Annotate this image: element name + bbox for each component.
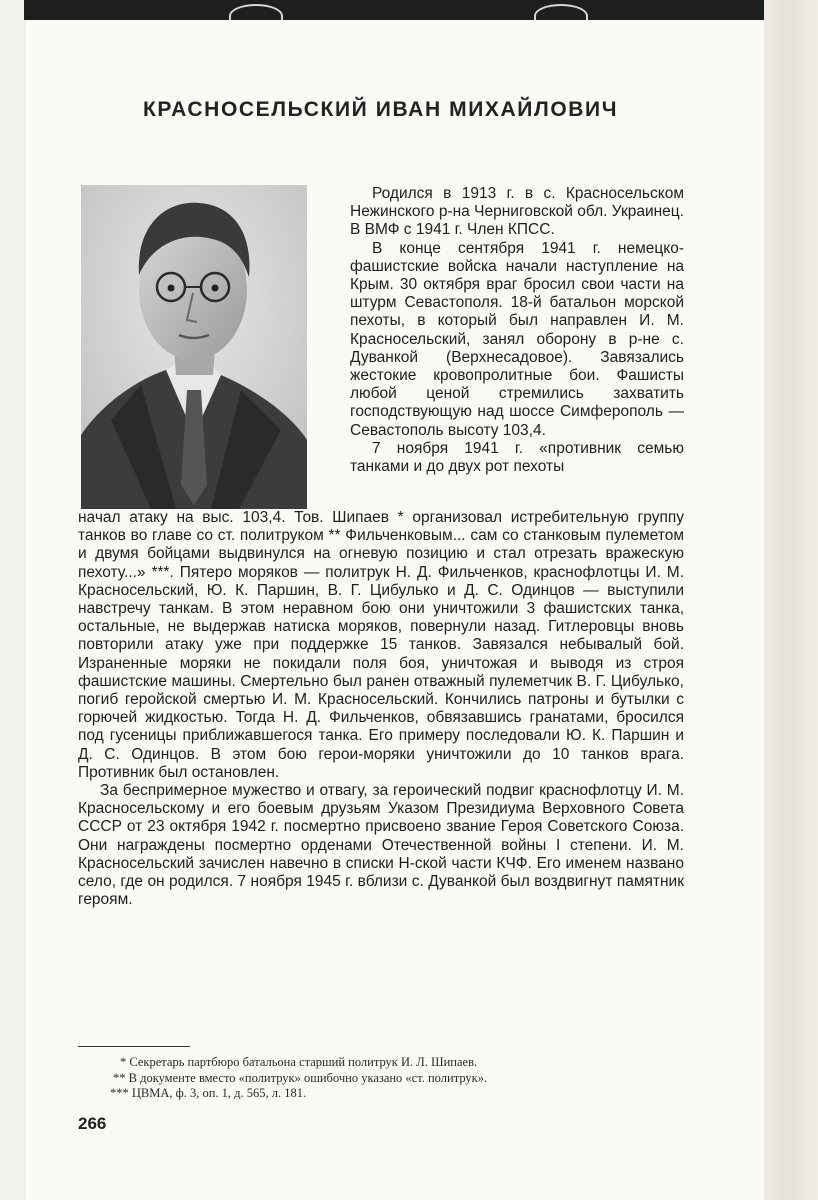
page-title: КРАСНОСЕЛЬСКИЙ ИВАН МИХАЙЛОВИЧ	[143, 98, 619, 121]
main-text	[78, 509, 684, 909]
footnote-divider	[78, 1046, 190, 1047]
footnote-3: *** ЦВМА, ф. 3, оп. 1, д. 565, л. 181.	[110, 1086, 307, 1100]
paragraph-birth: Родился в 1913 г. в с. Красносельском Нежинского р-на Черниговской обл. Украинец. В ВМФ с 1941 г. Член КПСС.	[350, 185, 684, 239]
intro-column	[350, 185, 684, 476]
portrait-photo	[81, 185, 307, 509]
top-dark-strip	[24, 0, 764, 20]
paragraph-crimea: В конце сентября 1941 г. немецко-фашистские войска начали наступление на Крым. 30 октября враг бросил свои части на штурм Севастополя. 18-й батальон морской пехоты, в который был направлен И. М. Красносельский, занял оборону в р-не с. Дуванкой (Верхнесадовое). Завязались жестокие кровопролитные бои. Фашисты любой ценой стремились захватить господствующую над шоссе Симферополь — Севастополь высоту 103,4.	[350, 239, 684, 439]
paragraph-battle-start: 7 ноября 1941 г. «противник семью танками и до двух рот пехоты	[350, 439, 684, 476]
paragraph-award: За беспримерное мужество и отвагу, за героический подвиг краснофлотцу И. М. Красносельскому и его боевым друзьям Указом Президиума Верховного Совета СССР от 23 октября 1942 г. посмертно присвоено звание Героя Советского Союза. Они награждены посмертно орденами Отечественной войны I степени. И. М. Красносельский зачислен навечно в списки Н-ской части КЧФ. Его именем названо село, где он родился. 7 ноября 1945 г. вблизи с. Дуванкой был воздвигнут памятник героям.	[78, 782, 684, 909]
footnote-2: ** В документе вместо «политрук» ошибочно указано «ст. политрук».	[113, 1070, 488, 1085]
footnotes	[110, 1055, 710, 1102]
page-number: 266	[78, 1114, 107, 1133]
page-edge	[764, 0, 818, 1200]
footnote-1: * Секретарь партбюро батальона старший политрук И. Л. Шипаев.	[120, 1055, 478, 1069]
paragraph-battle: начал атаку на выс. 103,4. Тов. Шипаев * организовал истребительную группу танков во главе со ст. политруком ** Фильченковым... сам со станковым пулеметом и двумя бойцами выдвинулся на огневую позицию и стал отрезать вражескую пехоту...» ***. Пятеро моряков — политрук Н. Д. Фильченков, краснофлотцы И. М. Красносельский, Ю. К. Паршин, В. Г. Цибулько и Д. С. Одинцов — выступили навстречу танкам. В этом неравном бою они уничтожили 3 фашистских танка, остальные, не выдержав натиска моряков, повернули назад. Гитлеровцы вновь повторили атаку уже при поддержке 15 танков. Завязался небывалый бой. Израненные моряки не покидали поля боя, уничтожая и выводя из строя фашистские машины. Смертельно был ранен отважный пулеметчик В. Г. Цибулько, погиб геройской смертью И. М. Красносельский. Кончились патроны и бутылки с горючей жидкостью. Тогда Н. Д. Фильченков, обвязавшись гранатами, бросился под гусеницы приближавшегося танка. Его примеру последовали Ю. К. Паршин и Д. С. Одинцов. В этом бою герои-моряки уничтожили до 10 танков врага. Противник был остановлен.	[78, 509, 684, 781]
